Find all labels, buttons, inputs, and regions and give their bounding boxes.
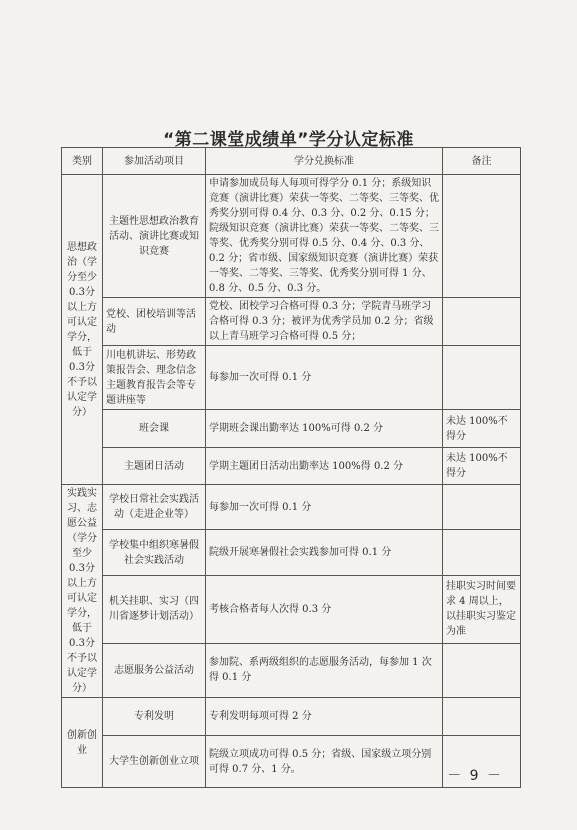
activity-cell: 大学生创新创业立项 [103, 736, 206, 788]
table-row [62, 530, 521, 575]
header-category: 类别 [62, 148, 103, 175]
activity-cell: 班会课 [103, 410, 206, 448]
activity-cell: 学校集中组织寒暑假社会实践活动 [103, 530, 206, 575]
table-row [62, 410, 521, 448]
note-cell [443, 485, 521, 530]
header-note: 备注 [443, 148, 521, 175]
activity-cell: 主题团日活动 [103, 448, 206, 485]
note-cell: 挂职实习时间要求 4 周以上，以挂职实习鉴定为准 [443, 575, 521, 643]
standard-cell: 每参加一次可得 0.1 分 [206, 346, 443, 410]
header-activity: 参加活动项目 [103, 148, 206, 175]
activity-cell: 主题性思想政治教育活动、演讲比赛或知识竞赛 [103, 175, 206, 298]
table-row [62, 698, 521, 736]
note-cell [443, 643, 521, 697]
table-row [62, 448, 521, 485]
standard-cell: 考核合格者每人次得 0.3 分 [206, 575, 443, 643]
standard-cell: 学期班会课出勤率达 100%可得 0.2 分 [206, 410, 443, 448]
table-row [62, 575, 521, 643]
table-header-row [62, 148, 521, 175]
note-cell [443, 298, 521, 346]
note-cell [443, 530, 521, 575]
category-cell: 实践实习、志愿公益（学分至少0.3分以上方可认定学分，低于0.3分不予以认定学分） [62, 485, 103, 698]
table-row [62, 643, 521, 697]
note-cell [443, 346, 521, 410]
activity-cell: 志愿服务公益活动 [103, 643, 206, 697]
page-number: － 9 － [447, 768, 503, 784]
standard-cell: 每参加一次可得 0.1 分 [206, 485, 443, 530]
category-cell: 思想政治（学分至少0.3分以上方可认定学分，低于0.3分不予以认定学分） [62, 175, 103, 485]
standard-cell: 学期主题团日活动出勤率达 100%得 0.2 分 [206, 448, 443, 485]
activity-cell: 学校日常社会实践活动（走进企业等） [103, 485, 206, 530]
standard-cell: 参加院、系两级组织的志愿服务活动，每参加 1 次得 0.1 分 [206, 643, 443, 697]
category-cell: 创新创业 [62, 698, 103, 788]
note-cell: 未达 100%不得分 [443, 448, 521, 485]
header-standard: 学分兑换标准 [206, 148, 443, 175]
credit-standard-table [61, 147, 521, 788]
table-row [62, 485, 521, 530]
activity-cell: 川电机讲坛、形势政策报告会、理念信念主题教育报告会等专题讲座等 [103, 346, 206, 410]
activity-cell: 专利发明 [103, 698, 206, 736]
standard-cell: 党校、团校学习合格可得 0.3 分；学院青马班学习合格可得 0.3 分；被评为优秀学员加 0.2 分；省级以上青马班学习合格可得 0.5 分； [206, 298, 443, 346]
standard-cell: 专利发明每项可得 2 分 [206, 698, 443, 736]
note-cell: 未达 100%不得分 [443, 410, 521, 448]
page-title: “第二课堂成绩单”学分认定标准 [163, 130, 414, 150]
activity-cell: 机关挂职、实习（四川省逐梦计划活动） [103, 575, 206, 643]
table-row [62, 346, 521, 410]
standard-cell: 院级立项成功可得 0.5 分；省级、国家级立项分别可得 0.7 分、1 分。 [206, 736, 443, 788]
standard-cell: 院级开展寒暑假社会实践参加可得 0.1 分 [206, 530, 443, 575]
note-cell [443, 175, 521, 298]
standard-cell: 申请参加成员每人每项可得学分 0.1 分；系级知识竞赛（演讲比赛）荣获一等奖、二等奖、三等奖、优秀奖分别可得 0.4 分、0.3 分、0.2 分、0.15 分；院级知识竞赛（演讲比赛）荣获一等奖、二等奖、三等奖、优秀奖分别可得 0.5 分、0.4 分、0.3 分、0.2 分；省市级、国家级知识竞赛（演讲比赛）荣获一等奖、二等奖、三等奖、优秀奖分别可得 1 分、0.8 分、0.5 分、0.3 分。 [206, 175, 443, 298]
table-row [62, 175, 521, 298]
table-row [62, 298, 521, 346]
activity-cell: 党校、团校培训等活动 [103, 298, 206, 346]
note-cell [443, 698, 521, 736]
